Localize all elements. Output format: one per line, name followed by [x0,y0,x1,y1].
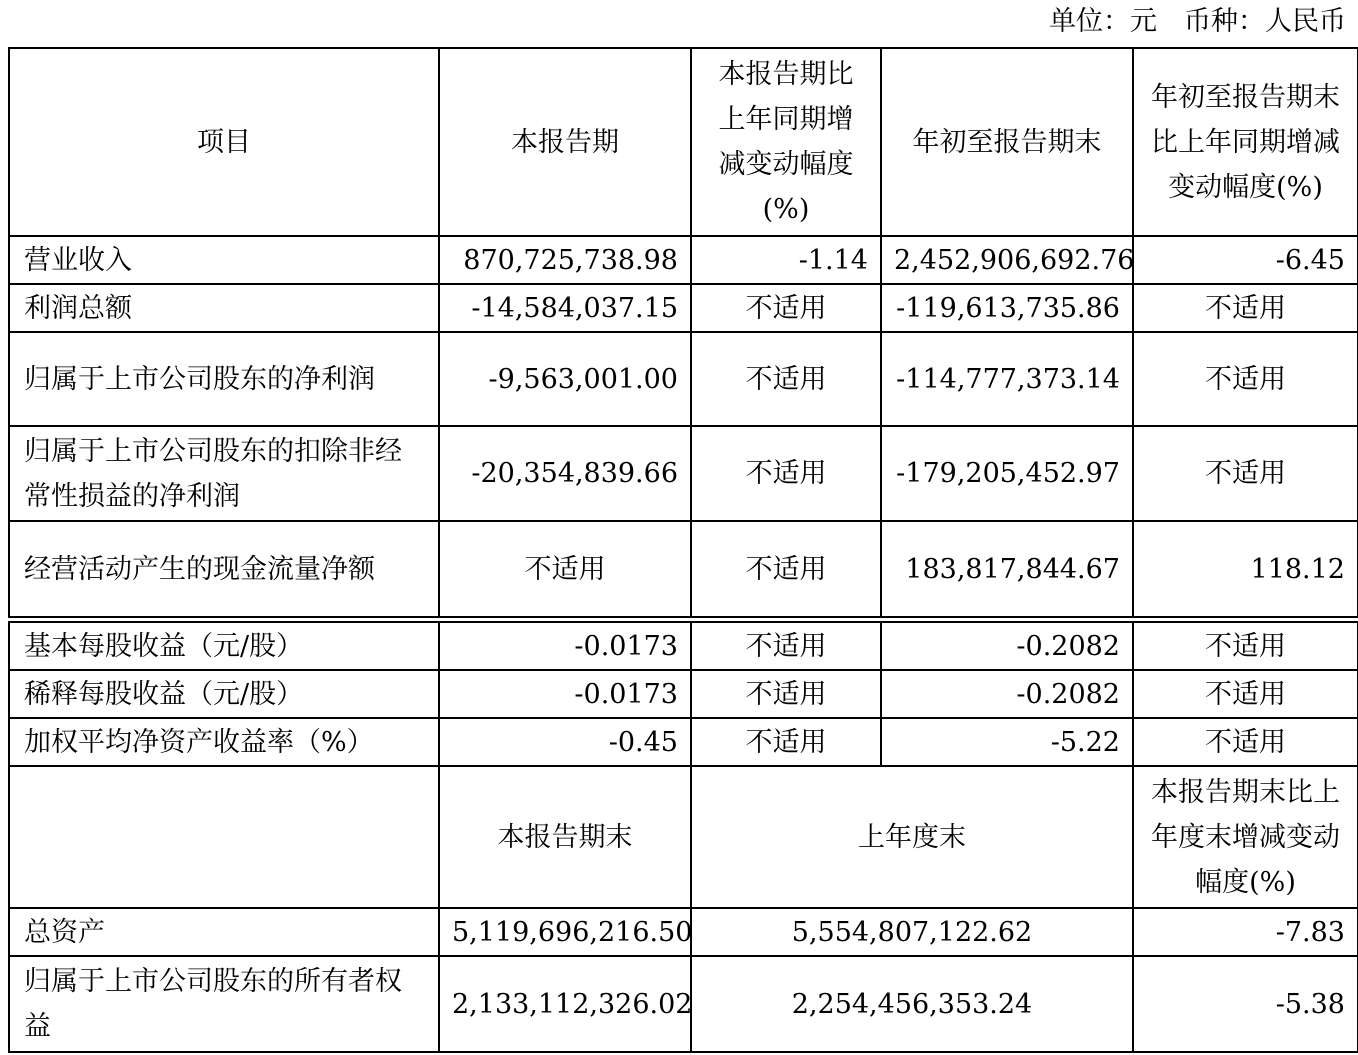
table-row [9,670,1358,718]
prior-year-end-value: 2,254,456,353.24 [691,956,1133,1052]
current-change-value: -1.14 [691,236,881,284]
row-label: 归属于上市公司股东的净利润 [9,332,439,426]
ytd-change-value: 不适用 [1133,670,1358,718]
current-value: -14,584,037.15 [439,284,691,332]
header-balance-change: 本报告期末比上年度末增减变动幅度(%) [1133,766,1358,908]
current-change-value: 不适用 [691,284,881,332]
balance-change-value: -5.38 [1133,956,1358,1052]
ytd-change-value: -6.45 [1133,236,1358,284]
row-label: 加权平均净资产收益率（%） [9,718,439,766]
header-ytd: 年初至报告期末 [881,48,1133,236]
table-row [9,622,1358,670]
current-value: 不适用 [439,521,691,617]
row-label: 归属于上市公司股东的所有者权益 [9,956,439,1052]
table-row [9,284,1358,332]
current-change-value: 不适用 [691,426,881,521]
ytd-value: 2,452,906,692.76 [881,236,1133,284]
row-label: 利润总额 [9,284,439,332]
row-label: 总资产 [9,908,439,956]
header-row-balance [9,766,1358,908]
ytd-value: 183,817,844.67 [881,521,1133,617]
header-current-period: 本报告期 [439,48,691,236]
ytd-change-value: 不适用 [1133,622,1358,670]
ytd-change-value: 不适用 [1133,332,1358,426]
balance-change-value: -7.83 [1133,908,1358,956]
current-value: -0.45 [439,718,691,766]
financial-summary-table [8,47,1358,1053]
unit-currency-note: 单位：元 币种：人民币 [1049,6,1346,37]
current-value: -0.0173 [439,670,691,718]
row-label: 营业收入 [9,236,439,284]
current-change-value: 不适用 [691,521,881,617]
row-label: 基本每股收益（元/股） [9,622,439,670]
ytd-change-value: 不适用 [1133,284,1358,332]
header-period-end: 本报告期末 [439,766,691,908]
ytd-change-value: 118.12 [1133,521,1358,617]
current-value: -20,354,839.66 [439,426,691,521]
table-row [9,718,1358,766]
current-change-value: 不适用 [691,332,881,426]
table-row [9,236,1358,284]
ytd-value: -5.22 [881,718,1133,766]
header-item: 项目 [9,48,439,236]
row-label: 归属于上市公司股东的扣除非经常性损益的净利润 [9,426,439,521]
current-change-value: 不适用 [691,622,881,670]
prior-year-end-value: 5,554,807,122.62 [691,908,1133,956]
current-value: -9,563,001.00 [439,332,691,426]
current-value: 870,725,738.98 [439,236,691,284]
ytd-value: -0.2082 [881,670,1133,718]
current-change-value: 不适用 [691,718,881,766]
header-row [9,48,1358,236]
current-change-value: 不适用 [691,670,881,718]
ytd-value: -119,613,735.86 [881,284,1133,332]
header-prior-year-end: 上年度末 [691,766,1133,908]
header-empty-cell [9,766,439,908]
table-row [9,908,1358,956]
ytd-change-value: 不适用 [1133,426,1358,521]
table-row [9,332,1358,426]
ytd-value: -179,205,452.97 [881,426,1133,521]
period-end-value: 5,119,696,216.50 [439,908,691,956]
row-label: 经营活动产生的现金流量净额 [9,521,439,617]
header-current-change: 本报告期比上年同期增减变动幅度(%) [691,48,881,236]
row-label: 稀释每股收益（元/股） [9,670,439,718]
table-row [9,426,1358,521]
period-end-value: 2,133,112,326.02 [439,956,691,1052]
ytd-value: -114,777,373.14 [881,332,1133,426]
ytd-value: -0.2082 [881,622,1133,670]
table-row [9,956,1358,1052]
table-row [9,521,1358,617]
header-ytd-change: 年初至报告期末比上年同期增减变动幅度(%) [1133,48,1358,236]
current-value: -0.0173 [439,622,691,670]
ytd-change-value: 不适用 [1133,718,1358,766]
